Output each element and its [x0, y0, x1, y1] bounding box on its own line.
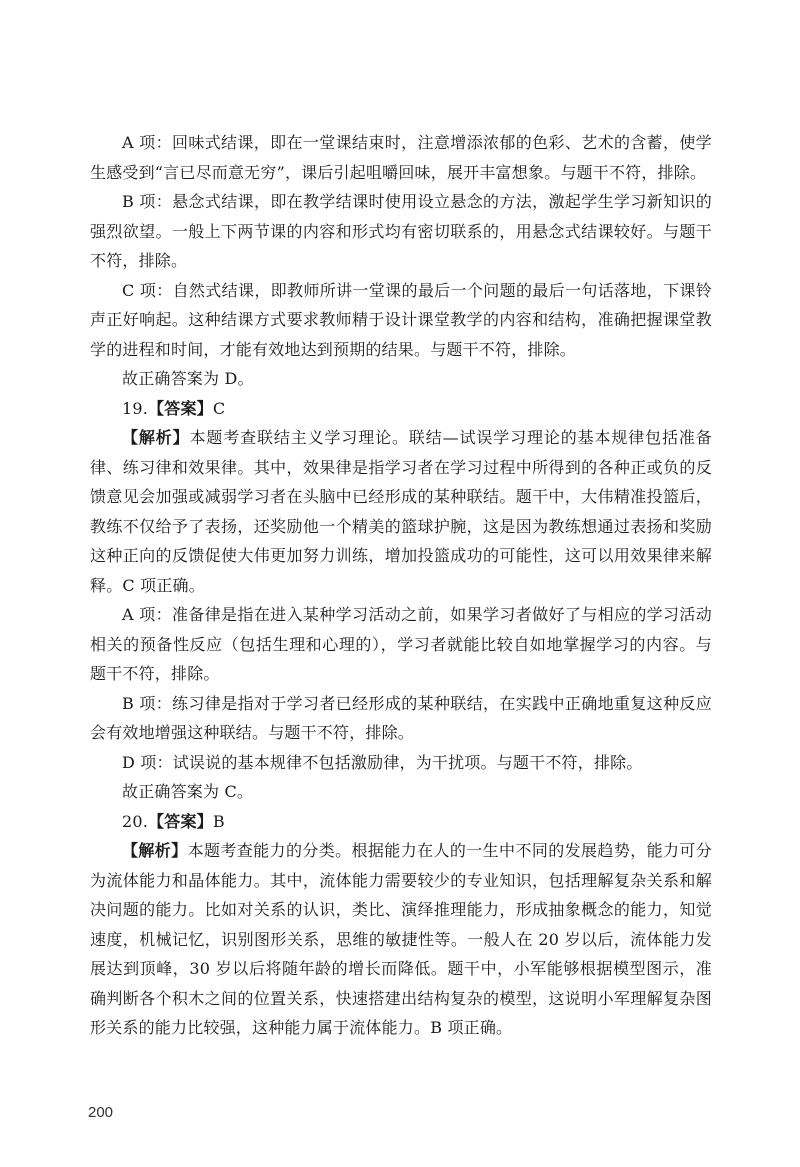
question-number: 19. [122, 398, 149, 418]
answer-conclusion-18: 故正确答案为 D。 [122, 369, 254, 388]
answer-label: 【答案】 [148, 398, 213, 418]
option-d-paragraph-19: D 项：试误说的基本规律不包括激励律，为干扰项。与题干不符，排除。 [122, 752, 643, 772]
analysis-label: 【解析】 [122, 841, 188, 860]
analysis-label: 【解析】 [122, 428, 190, 447]
answer-value: C [212, 398, 226, 418]
option-a-paragraph-19: A 项：准备律是指在进入某种学习活动之前，如果学习者做好了与相应的学习活动相关的预备性反应（包括生理和心理的），学习者就能比较自如地掌握学习的内容。与题干不符，排除。 [90, 605, 712, 683]
analysis-text: 本题考查联结主义学习理论。联结—试误学习理论的基本规律包括准备律、练习律和效果律。其中，效果律是指学习者在学习过程中所得到的各种正或负的反馈意见会加强或减弱学习者在头脑中已经形成的某种联结。题干中，大伟精准投篮后，教练不仅给予了表扬，还奖励他一个精美的篮球护腕，这是因为教练想通过表扬和奖励这种正向的反馈促使大伟更加努力训练，增加投篮成功的可能性，这可以用效果律来解释。C 项正确。 [90, 428, 712, 595]
page-number: 200 [88, 1104, 114, 1121]
analysis-paragraph-19 [90, 423, 712, 600]
analysis-text: 本题考查能力的分类。根据能力在人的一生中不同的发展趋势，能力可分为流体能力和晶体能力。其中，流体能力需要较少的专业知识，包括理解复杂关系和解决问题的能力。比如对关系的认识，类比、演绎推理能力，形成抽象概念的能力，知觉速度，机械记忆，识别图形关系，思维的敏捷性等。一般人在 20 岁以后，流体能力发展达到顶峰，30 岁以后将随年龄的增长而降低。题干中，小军能够根据模型图示，准确判断各个积木之间的位置关系，快速搭建出结构复杂的模型，这说明小军理解复杂图形关系的能力比较强，这种能力属于流体能力。B 项正确。 [90, 841, 712, 1037]
answer-heading-19 [90, 394, 712, 424]
question-number: 20. [122, 811, 149, 831]
answer-heading-20 [90, 807, 712, 837]
option-b-paragraph: B 项：悬念式结课，即在教学结课时使用设立悬念的方法，激起学生学习新知识的强烈欲望。一般上下两节课的内容和形式均有密切联系的，用悬念式结课较好。与题干不符，排除。 [90, 192, 712, 270]
option-a-paragraph: A 项：回味式结课，即在一堂课结束时，注意增添浓郁的色彩、艺术的含蓄，使学生感受到“言已尽而意无穷”，课后引起咀嚼回味，展开丰富想象。与题干不符，排除。 [90, 133, 712, 182]
option-c-paragraph: C 项：自然式结课，即教师所讲一堂课的最后一个问题的最后一句话落地，下课铃声正好响起。这种结课方式要求教师精于设计课堂教学的内容和结构，准确把握课堂教学的进程和时间，才能有效地达到预期的结果。与题干不符，排除。 [90, 280, 712, 359]
answer-conclusion-19: 故正确答案为 C。 [122, 782, 254, 801]
analysis-paragraph-20 [90, 836, 712, 1043]
page-content [90, 128, 712, 1043]
answer-value: B [212, 811, 225, 831]
option-b-paragraph-19: B 项：练习律是指对于学习者已经形成的某种联结，在实践中正确地重复这种反应会有效地增强这种联结。与题干不符，排除。 [90, 693, 712, 742]
answer-label: 【答案】 [148, 811, 213, 831]
